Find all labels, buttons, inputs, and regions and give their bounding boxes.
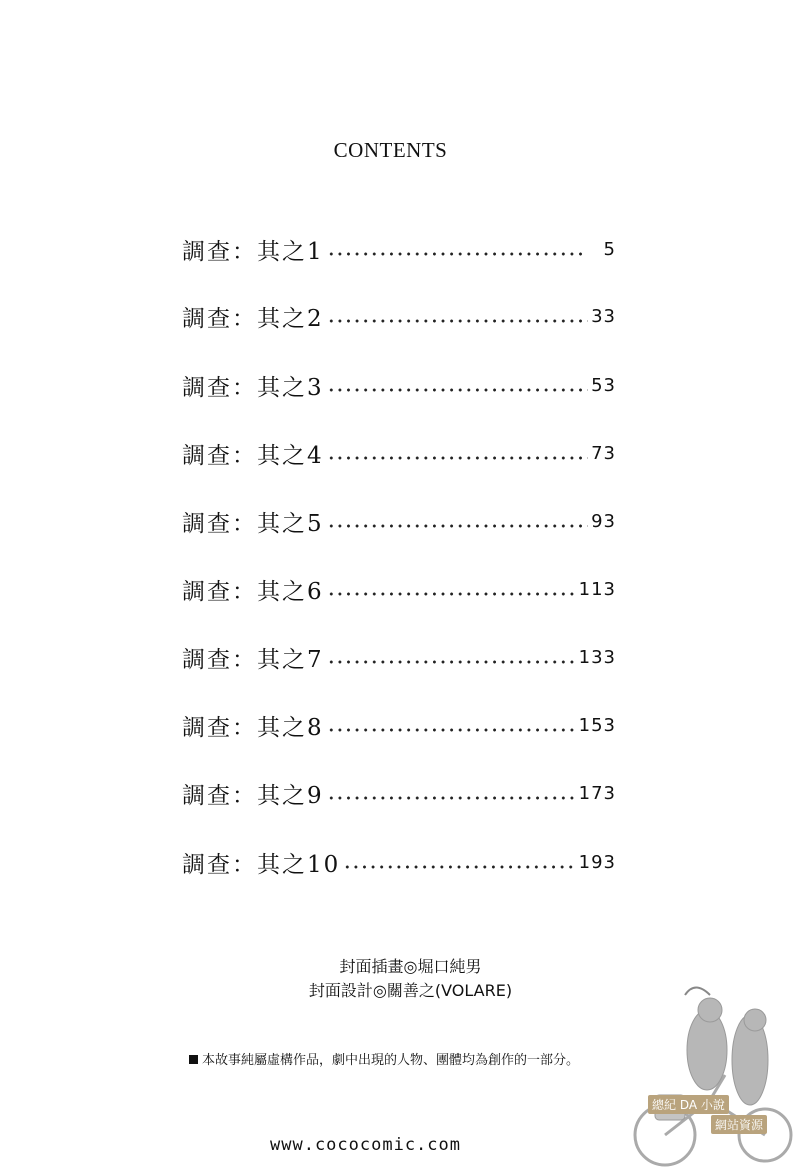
- bicycle-silhouette-icon: [615, 975, 799, 1170]
- toc-entry-title: 調查：其之7: [182, 646, 324, 673]
- toc-entry-page: 53: [591, 374, 616, 396]
- toc-entry: [182, 845, 616, 879]
- toc-entry: [182, 640, 616, 674]
- toc-entry: [182, 368, 616, 402]
- toc-leader-dots: [327, 794, 576, 802]
- toc-entry-title: 調查：其之9: [182, 782, 324, 809]
- toc-leader-dots: [343, 863, 575, 871]
- toc-leader-dots: [327, 726, 576, 734]
- toc-entry-title: 調查：其之8: [182, 714, 324, 741]
- toc-entry-page: 173: [578, 782, 616, 804]
- cover-illustration-credit: 封面插畫◎堀口純男: [339, 957, 482, 976]
- toc-entry-title: 調查：其之1: [182, 238, 324, 265]
- toc-entry: [182, 572, 616, 606]
- toc-leader-dots: [327, 522, 588, 530]
- toc-entry: [182, 776, 616, 810]
- toc-entry-title: 調查：其之6: [182, 578, 324, 605]
- toc-entry-title: 調查：其之2: [182, 305, 324, 332]
- toc-entry: [182, 232, 616, 266]
- toc-entry: [182, 299, 616, 333]
- bullet-square-icon: [189, 1055, 198, 1064]
- toc-entry-page: 113: [578, 578, 616, 600]
- toc-entry-page: 133: [578, 646, 616, 668]
- watermark-logo: [615, 975, 799, 1170]
- toc-leader-dots: [327, 386, 588, 394]
- toc-leader-dots: [327, 658, 576, 666]
- toc-entry-page: 153: [578, 714, 616, 736]
- disclaimer: [189, 1049, 579, 1068]
- watermark-text-line1: 總紀 DA 小說: [648, 1095, 729, 1114]
- toc-entry-page: 93: [591, 510, 616, 532]
- toc-entry-page: 73: [591, 442, 616, 464]
- toc-entry: [182, 436, 616, 470]
- toc-entry-title: 調查：其之5: [182, 510, 324, 537]
- toc-entry-title: 調查：其之3: [182, 374, 324, 401]
- toc-entry-page: 33: [591, 305, 616, 327]
- toc-entry-title: 調查：其之10: [182, 851, 341, 878]
- toc-entry-title: 調查：其之4: [182, 442, 324, 469]
- toc-entry: [182, 708, 616, 742]
- toc-entry-page: 193: [578, 851, 616, 873]
- toc-leader-dots: [327, 590, 576, 598]
- toc-leader-dots: [327, 454, 588, 462]
- site-url: www.cococomic.com: [270, 1135, 461, 1155]
- disclaimer-text: 本故事純屬虛構作品，劇中出現的人物、團體均為創作的一部分。: [202, 1053, 580, 1068]
- toc-leader-dots: [327, 250, 582, 258]
- watermark-text-line2: 網站資源: [711, 1115, 767, 1134]
- page-title: CONTENTS: [333, 138, 448, 162]
- toc-entry-page: 5: [603, 238, 616, 260]
- toc-leader-dots: [327, 317, 588, 325]
- toc-entry: [182, 504, 616, 538]
- cover-design-credit: 封面設計◎關善之(VOLARE): [308, 981, 513, 1000]
